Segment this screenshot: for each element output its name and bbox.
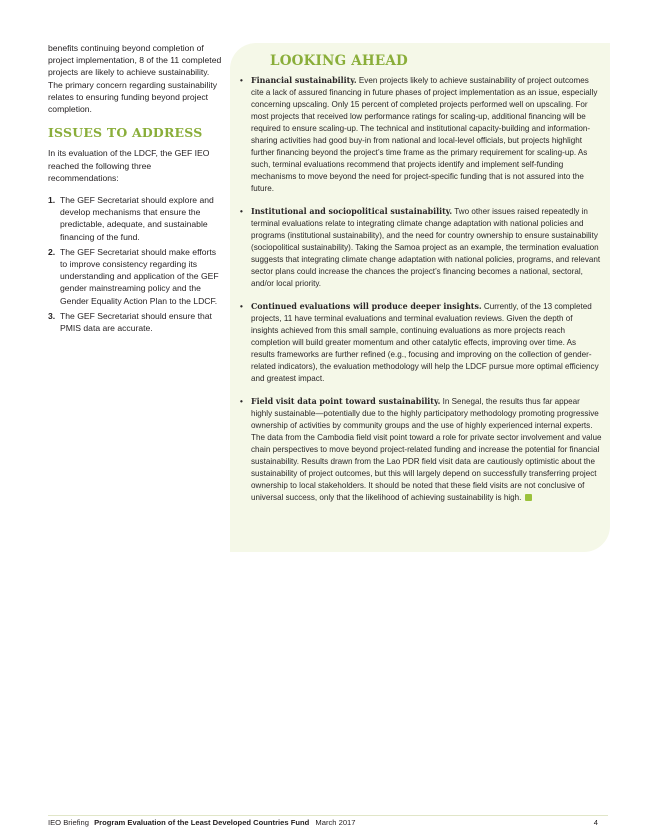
bullet-lead: Field visit data point toward sustainability. — [251, 397, 441, 406]
bullet-lead: Institutional and sociopolitical sustainability. — [251, 207, 453, 216]
list-item — [240, 301, 602, 385]
recommendation-text: The GEF Secretariat should explore and develop mechanisms that ensure the predictable, adequate, and sustainable financing of the fund. — [60, 195, 214, 242]
recommendation-number: 3. — [48, 310, 56, 321]
intro-paragraph: benefits continuing beyond completion of project implementation, 8 of the 11 completed projects are likely to achieve sustainability. The primary concern regarding sustainability relates to ensuring funding beyond project completion. — [48, 43, 222, 115]
issues-heading: ISSUES TO ADDRESS — [48, 125, 203, 141]
recommendation-item — [48, 194, 224, 243]
left-column — [48, 42, 224, 337]
looking-ahead-list — [240, 75, 602, 515]
recommendation-text: The GEF Secretariat should ensure that PMIS data are accurate. — [60, 310, 212, 334]
bullet-icon: • — [240, 397, 243, 406]
looking-ahead-panel — [230, 43, 610, 552]
footer-series: IEO Briefing — [48, 818, 89, 827]
recommendation-number: 1. — [48, 195, 56, 206]
recommendation-number: 2. — [48, 246, 56, 257]
page-number: 4 — [593, 818, 598, 827]
bullet-icon: • — [240, 76, 243, 85]
issues-intro: In its evaluation of the LDCF, the GEF IEO reached the following three recommendations: — [48, 148, 210, 183]
bullet-icon: • — [240, 207, 243, 216]
list-item — [240, 75, 602, 195]
bullet-text: Currently, of the 13 completed projects, 11 have terminal evaluations and terminal evaluation reviews. Given the depth of insights achieved from this small sample, continuing evaluations as more projects reach completion will build greater momentum and other catalytic effects, improving over time. As results frameworks are further refined (e.g., focusing and improving on the collection of gender-related indicators), the evaluation methodology will help the LDCF pursue more optimal efficiency and greatest impact. — [251, 302, 599, 383]
end-mark-icon — [525, 494, 532, 501]
bullet-text: Two other issues raised repeatedly in terminal evaluations relate to integrating climate change adaptation with national policies and programs (institutional sustainability), and the need for country ownership to ensure sustainability (sociopolitical sustainability). Taking the Samoa project as an example, the termination evaluation suggests that integrating climate change adaptation with national policies, programs, and relevant sector plans could increase the chances the project’s financing becomes a national, sectoral, and/or local priority. — [251, 207, 601, 288]
recommendation-item — [48, 310, 224, 334]
bullet-lead: Continued evaluations will produce deeper insights. — [251, 302, 482, 311]
bullet-text: In Senegal, the results thus far appear highly sustainable—potentially due to the highly participatory methodology promoting progressive ownership of activities by community groups and the use of highly experienced internal experts. The data from the Cambodia field visit point toward a role for private sector involvement and value chain perspectives to move beyond project-related funding and increase the potential for financial sustainability. Results drawn from the Lao PDR field visit data are cautiously optimistic about the sustainability of project outcomes, but this will largely depend on successfully transferring project ownership to local stakeholders. It should be noted that these field visits are not conclusive of universal success, only that the likelihood of achieving sustainability is high. — [251, 397, 602, 502]
footer-date: March 2017 — [315, 818, 356, 827]
bullet-icon: • — [240, 302, 243, 311]
bullet-text: Even projects likely to achieve sustainability of project outcomes cite a lack of assured financing in future phases of project implementation as an issue, especially concerning upscaling. Only 15 percent of completed projects performed well on upscaling. For most projects that received low performance ratings for scaling-up, additional financing will be required to ensure scaling-up. The technical and institutional capacity-building and information-sharing activities had good buy-in from national and local-level officials, but projects highlight further financing beyond the project’s time frame as the primary requirement for scaling-up. As such, terminal evaluations recommend that projects identify and implement self-funding mechanisms to move beyond the need for project-specific funding that is not assured into the future. — [251, 76, 598, 193]
footer-title: Program Evaluation of the Least Developed Countries Fund — [94, 818, 310, 827]
bullet-lead: Financial sustainability. — [251, 76, 357, 85]
page-footer — [48, 815, 608, 830]
recommendation-text: The GEF Secretariat should make efforts to improve consistency regarding its understanding and application of the GEF gender mainstreaming policy and the Gender Equality Action Plan to the LDCF. — [60, 246, 219, 306]
list-item — [240, 396, 602, 504]
looking-ahead-heading: LOOKING AHEAD — [270, 53, 408, 69]
recommendation-item — [48, 246, 224, 307]
list-item — [240, 206, 602, 290]
recommendations-list — [48, 194, 224, 334]
